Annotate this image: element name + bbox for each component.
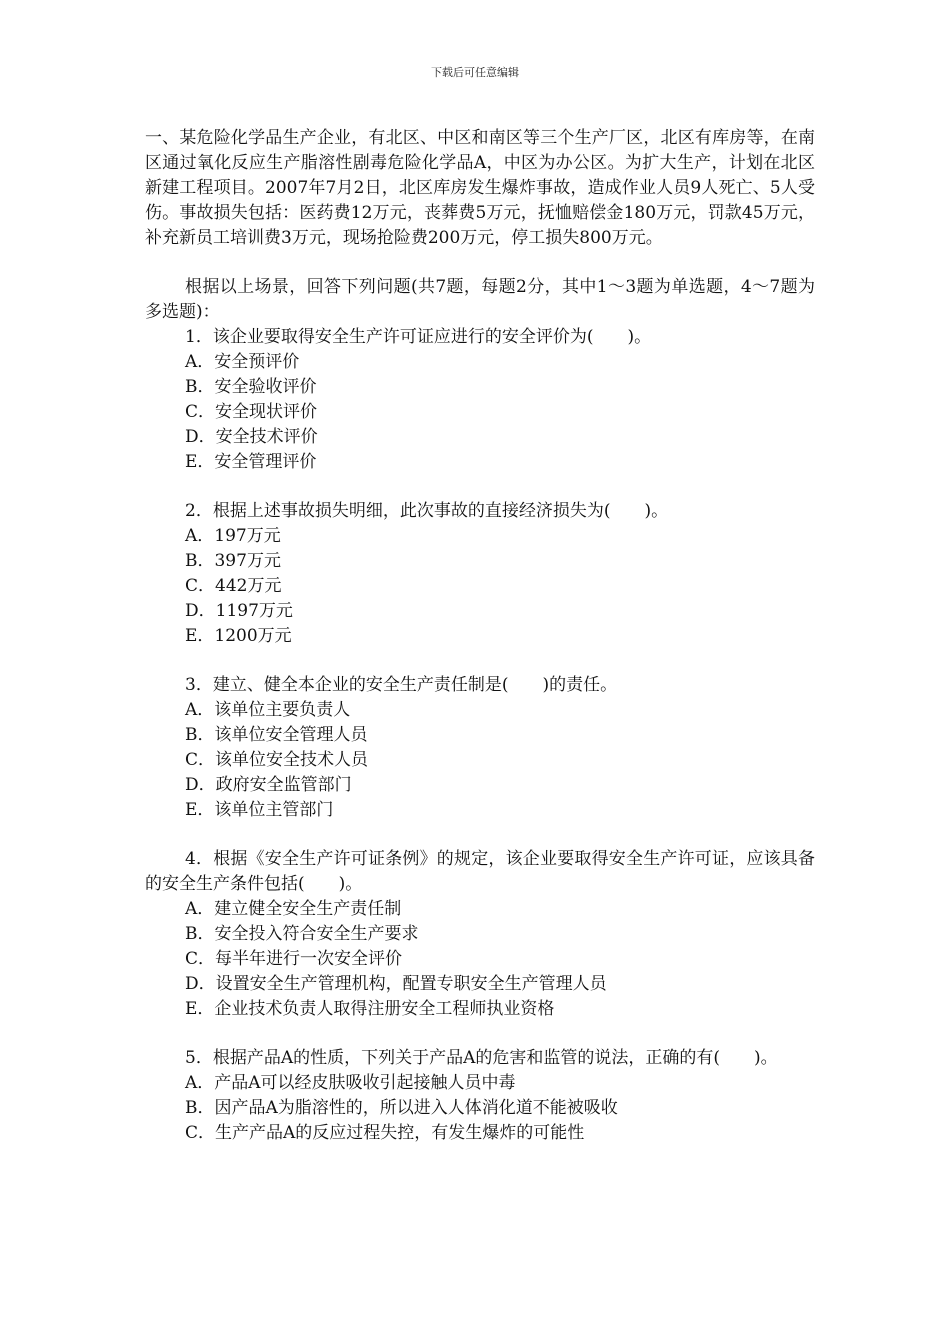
question-stem: 3．建立、健全本企业的安全生产责任制是( )的责任。 [185, 675, 618, 695]
option-e: E．企业技术负责人取得注册安全工程师执业资格 [185, 999, 555, 1019]
question-stem: 4．根据《安全生产许可证条例》的规定，该企业要取得安全生产许可证，应该具备的安全生产条件包括( )。 [145, 849, 815, 894]
option-b: B．因产品A为脂溶性的，所以进入人体消化道不能被吸收 [185, 1098, 618, 1118]
instruction-paragraph: 根据以上场景，回答下列问题(共7题，每题2分，其中1～3题为单选题，4～7题为多选题)： [145, 277, 815, 322]
option-a: A．该单位主要负责人 [185, 700, 351, 720]
option-c: C．该单位安全技术人员 [185, 750, 369, 770]
question-stem: 1．该企业要取得安全生产许可证应进行的安全评价为( )。 [185, 327, 652, 347]
question-2 [145, 499, 815, 649]
option-c: C．442万元 [185, 576, 282, 596]
option-b: B．397万元 [185, 551, 281, 571]
question-5 [145, 1046, 815, 1146]
option-c: C．安全现状评价 [185, 402, 318, 422]
question-1 [145, 325, 815, 475]
option-b: B．安全投入符合安全生产要求 [185, 924, 419, 944]
option-c: C．生产产品A的反应过程失控，有发生爆炸的可能性 [185, 1123, 585, 1143]
option-d: D．安全技术评价 [185, 427, 318, 447]
document-body [145, 126, 815, 1146]
option-e: E．该单位主管部门 [185, 800, 334, 820]
option-a: A．安全预评价 [185, 352, 300, 372]
option-d: D．政府安全监管部门 [185, 775, 352, 795]
question-stem: 5．根据产品A的性质，下列关于产品A的危害和监管的说法，正确的有( )。 [185, 1048, 778, 1068]
option-d: D．设置安全生产管理机构，配置专职安全生产管理人员 [185, 974, 607, 994]
option-d: D．1197万元 [185, 601, 293, 621]
option-b: B．安全验收评价 [185, 377, 317, 397]
option-c: C．每半年进行一次安全评价 [185, 949, 403, 969]
question-4 [145, 847, 815, 1022]
option-a: A．197万元 [185, 526, 281, 546]
option-e: E．1200万元 [185, 626, 292, 646]
option-b: B．该单位安全管理人员 [185, 725, 368, 745]
option-a: A．建立健全安全生产责任制 [185, 899, 402, 919]
option-a: A．产品A可以经皮肤吸收引起接触人员中毒 [185, 1073, 516, 1093]
question-3 [145, 673, 815, 823]
page-header: 下载后可任意编辑 [431, 66, 519, 79]
scenario-paragraph: 一、某危险化学品生产企业，有北区、中区和南区等三个生产厂区，北区有库房等，在南区通过氧化反应生产脂溶性剧毒危险化学品A，中区为办公区。为扩大生产，计划在北区新建工程项目。2007年7月2日，北区库房发生爆炸事故，造成作业人员9人死亡、5人受伤。事故损失包括：医药费12万元，丧葬费5万元，抚恤赔偿金180万元，罚款45万元，补充新员工培训费3万元，现场抢险费200万元，停工损失800万元。 [145, 128, 815, 248]
question-stem: 2．根据上述事故损失明细，此次事故的直接经济损失为( )。 [185, 501, 669, 521]
option-e: E．安全管理评价 [185, 452, 317, 472]
